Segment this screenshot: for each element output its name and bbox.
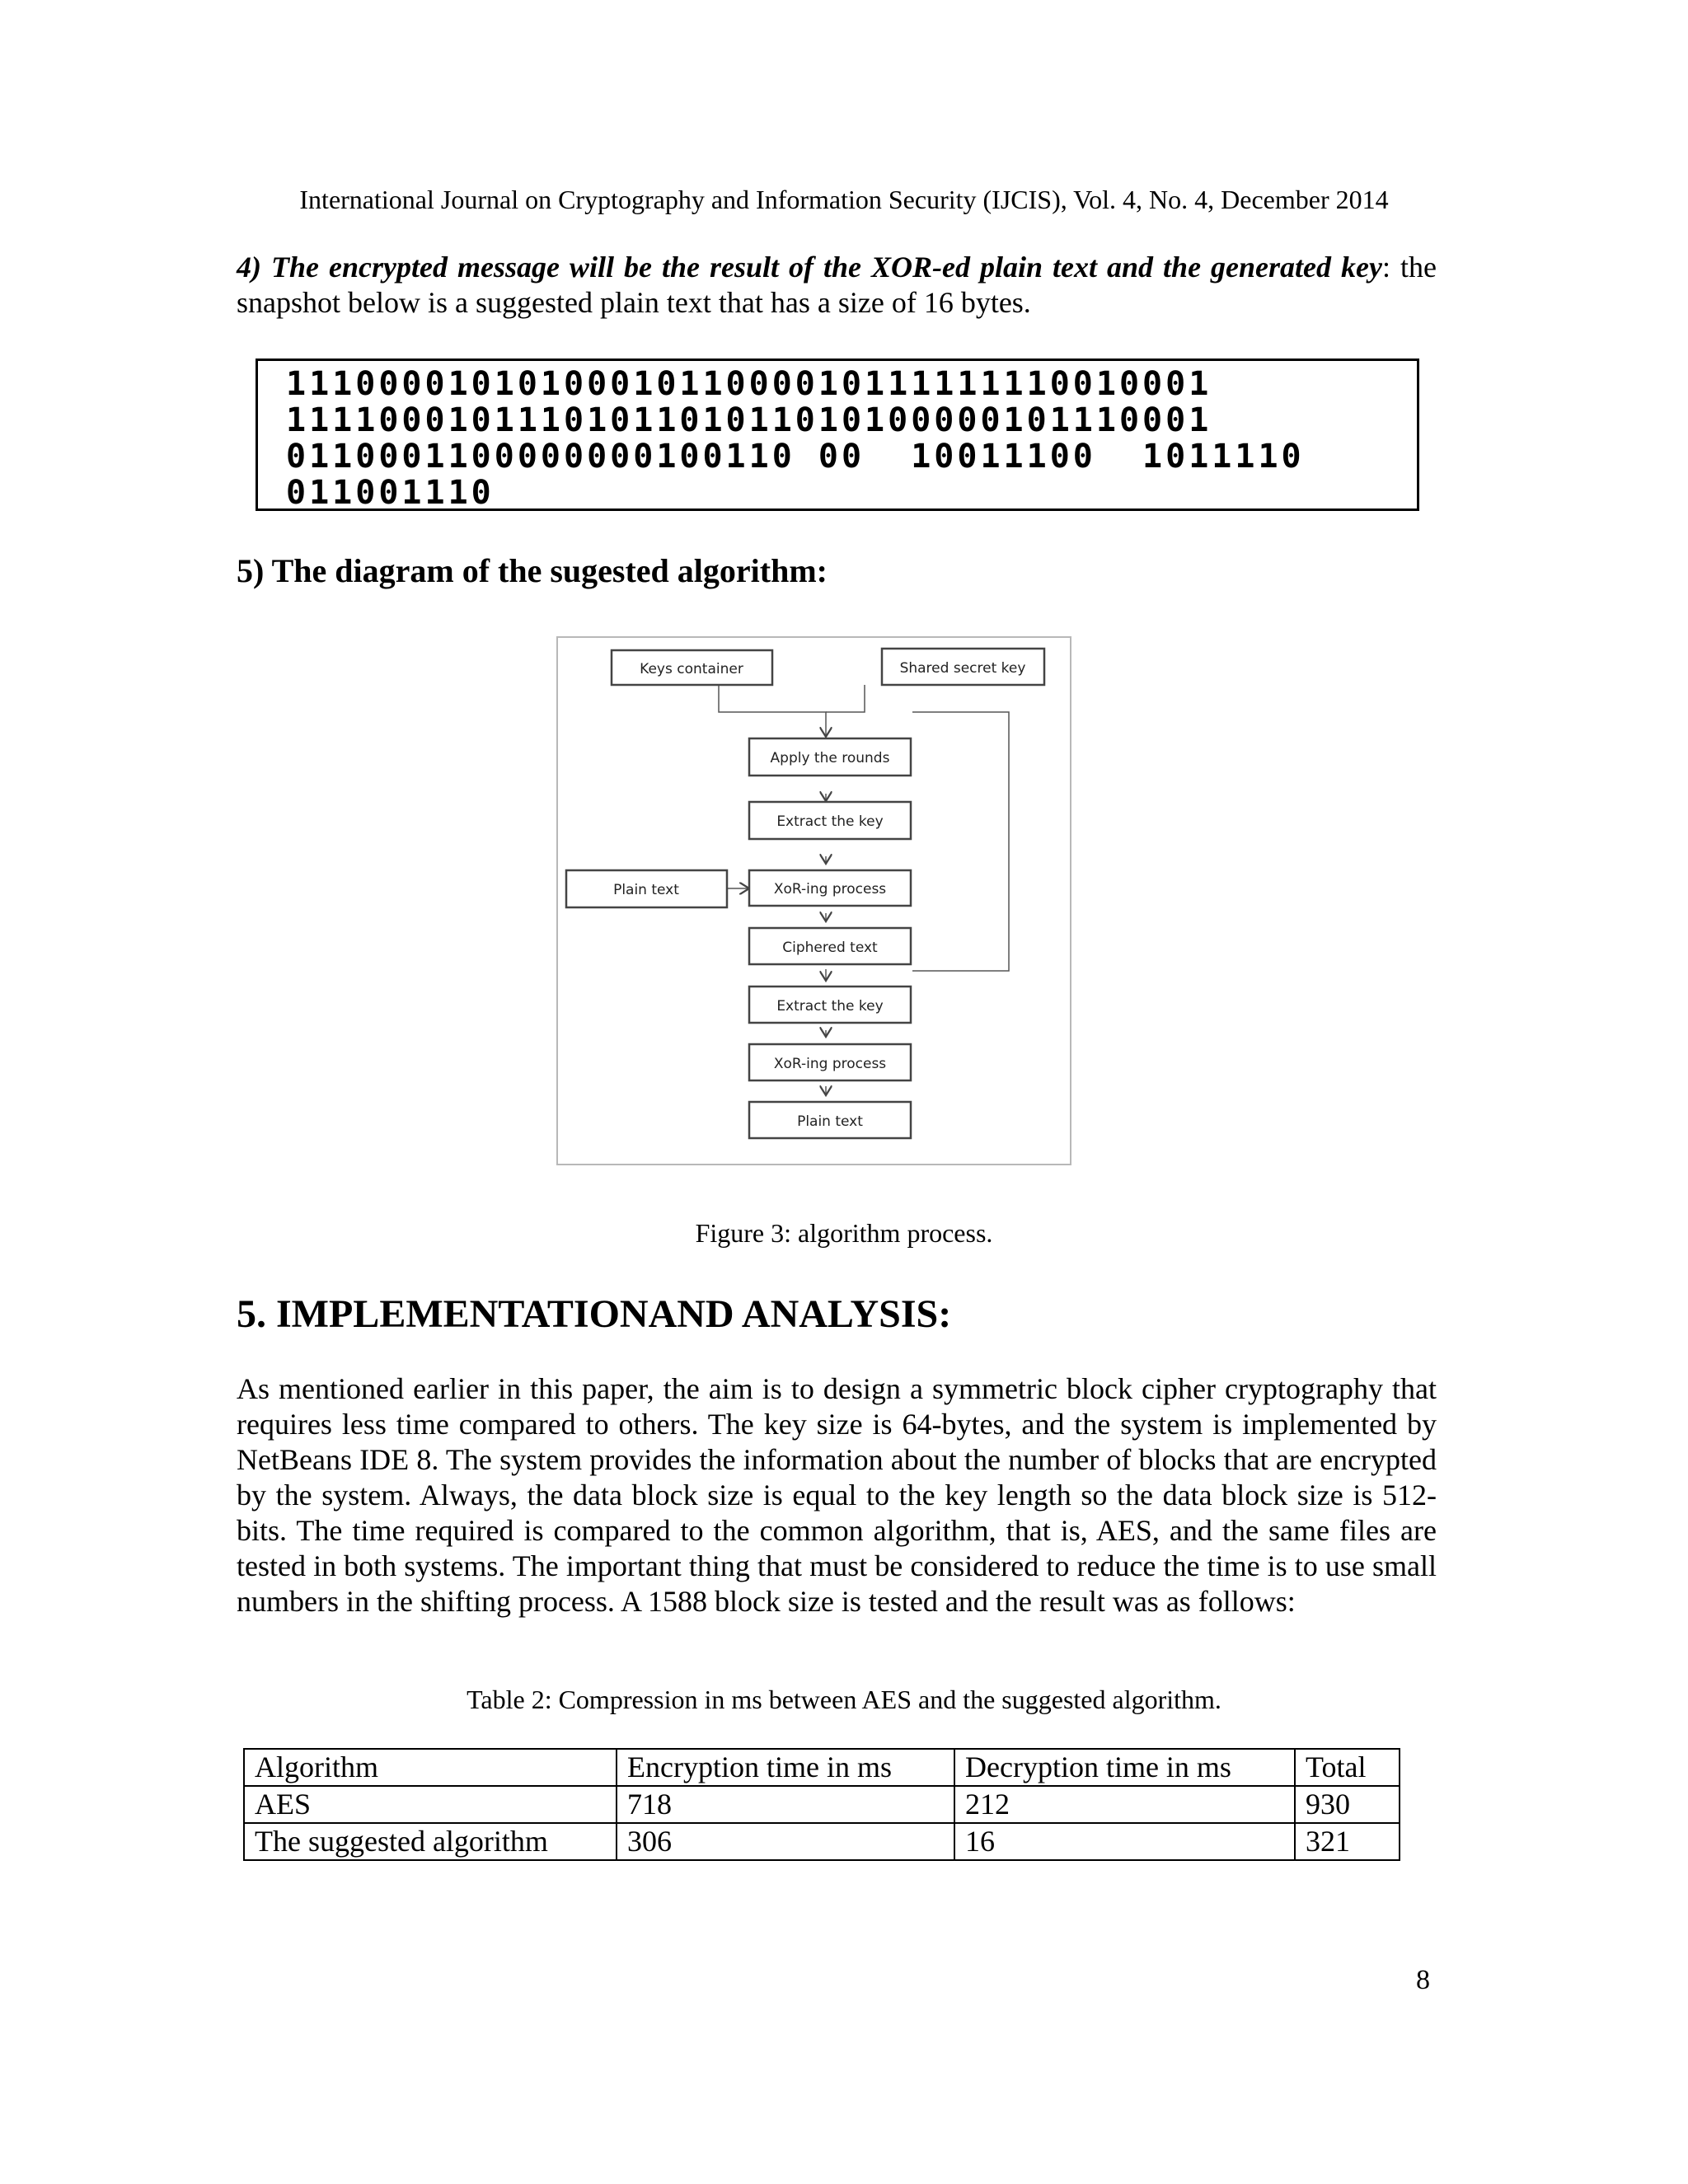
snapshot-line: 1110000101010001011000010111111110010001 bbox=[286, 365, 1212, 403]
extract-key-label: Extract the key bbox=[776, 998, 884, 1015]
snapshot-line: 1111000101110101101011010100000101110001 bbox=[286, 401, 1212, 439]
table-header-cell: Decryption time in ms bbox=[954, 1749, 1295, 1786]
table-row bbox=[244, 1823, 1400, 1860]
plaintext-snapshot bbox=[256, 359, 1419, 511]
table-caption: Table 2: Compression in ms between AES and the suggested algorithm. bbox=[467, 1685, 1221, 1714]
table-header-cell: Total bbox=[1295, 1749, 1400, 1786]
table-cell: 930 bbox=[1295, 1786, 1400, 1823]
extract-key-label: Extract the key bbox=[776, 813, 884, 830]
table-cell: 306 bbox=[617, 1823, 954, 1860]
running-header: International Journal on Cryptography and Information Security (IJCIS), Vol. 4, No. 4, December 2014 bbox=[299, 185, 1389, 214]
table-cell: 212 bbox=[954, 1786, 1295, 1823]
table-cell: 16 bbox=[954, 1823, 1295, 1860]
table-row bbox=[244, 1786, 1400, 1823]
table-cell: 321 bbox=[1295, 1823, 1400, 1860]
algorithm-diagram bbox=[556, 636, 1071, 1165]
table-cell: AES bbox=[244, 1786, 617, 1823]
table-header-cell: Encryption time in ms bbox=[617, 1749, 954, 1786]
shared-secret-key-label: Shared secret key bbox=[899, 660, 1026, 677]
table-header-cell: Algorithm bbox=[244, 1749, 617, 1786]
analysis-paragraph bbox=[237, 1371, 1437, 1619]
step-4-lead: 4) The encrypted message will be the result of the XOR-ed plain text and the generated key bbox=[237, 251, 1382, 284]
page-number: 8 bbox=[1416, 1965, 1430, 1995]
plain-text-output-label: Plain text bbox=[797, 1113, 863, 1130]
table-header-row bbox=[244, 1749, 1400, 1786]
table-cell: 718 bbox=[617, 1786, 954, 1823]
analysis-text: As mentioned earlier in this paper, the aim is to design a symmetric block cipher cryptography that requires less time compared to others. The key size is 64-bytes, and the system is implemented by NetBeans IDE 8. The system provides the information about the number of blocks that are encrypted by the system. Always, the data block size is equal to the key length so the data block size is 512-bits. The time required is compared to the common algorithm, that is, AES, and the same files are tested in both systems. The important thing that must be considered to reduce the time is to use small numbers in the shifting process. A 1588 block size is tested and the result was as follows: bbox=[237, 1372, 1437, 1618]
step-4-text: : the snapshot below is a suggested plain text that has a size of 16 bytes. bbox=[237, 251, 1437, 319]
section-heading: 5. IMPLEMENTATIONAND ANALYSIS: bbox=[237, 1292, 952, 1336]
snapshot-line: 0110001100000000100110 00 10011100 1011110 bbox=[286, 438, 1305, 476]
xor-process-label: XoR-ing process bbox=[773, 1056, 887, 1072]
table-cell: The suggested algorithm bbox=[244, 1823, 617, 1860]
step-4-paragraph bbox=[237, 250, 1437, 321]
step-5-heading: 5) The diagram of the sugested algorithm: bbox=[237, 552, 828, 589]
plain-text-input-label: Plain text bbox=[613, 882, 679, 898]
ciphered-text-label: Ciphered text bbox=[782, 940, 878, 956]
keys-container-label: Keys container bbox=[640, 661, 743, 677]
xor-process-label: XoR-ing process bbox=[773, 881, 887, 898]
figure-caption: Figure 3: algorithm process. bbox=[695, 1218, 993, 1248]
comparison-table bbox=[243, 1748, 1400, 1861]
snapshot-line: 011001110 bbox=[286, 474, 495, 512]
apply-rounds-label: Apply the rounds bbox=[770, 750, 890, 766]
